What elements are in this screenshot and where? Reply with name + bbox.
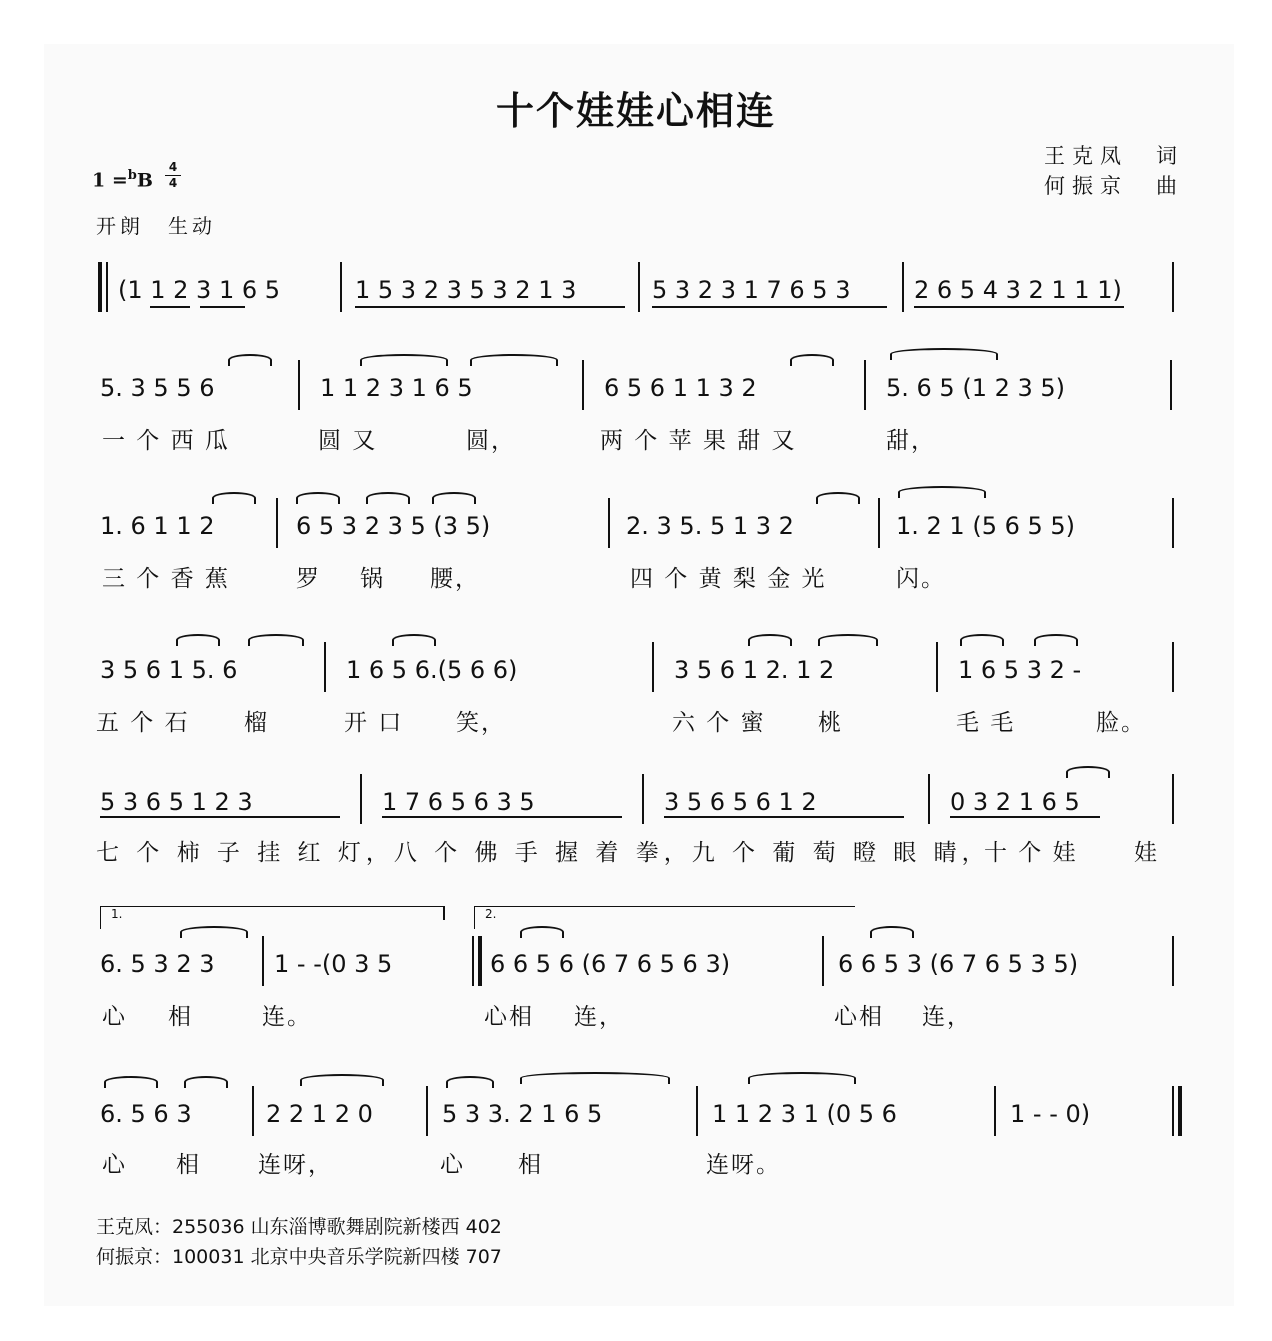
beam	[100, 816, 340, 818]
barline	[360, 774, 362, 824]
measure: 1 1 2 3 1 (0 5 6	[712, 1100, 897, 1128]
lyric: 相	[168, 1004, 193, 1030]
measure: 5. 3 5 5 6	[100, 374, 215, 402]
composer-credit: 何振京 曲	[1044, 174, 1184, 198]
barline	[252, 1086, 254, 1136]
measure: 2. 3 5. 5 1 3 2	[626, 512, 794, 540]
tie-arc	[300, 1074, 384, 1086]
tie-arc	[748, 1072, 856, 1084]
tie-arc	[176, 634, 220, 646]
tie-arc	[212, 492, 256, 504]
measure: 6 6 5 6 (6 7 6 5 6 3)	[490, 950, 731, 978]
beam	[200, 306, 245, 308]
tie-arc	[180, 926, 248, 938]
lyric: 甜，	[886, 428, 936, 454]
lyric: 三 个 香 蕉	[102, 566, 230, 592]
lyric: 罗	[296, 566, 321, 592]
barline	[936, 642, 938, 692]
tie-arc	[366, 492, 410, 504]
lyric: 榴	[244, 710, 269, 736]
final-barline-thick	[1178, 1086, 1182, 1136]
tie-arc	[870, 926, 914, 938]
measure: 5. 6 5 (1 2 3 5)	[886, 374, 1066, 402]
lyric: 心	[440, 1152, 465, 1178]
lyric: 心	[102, 1004, 127, 1030]
lyric: 心相	[834, 1004, 884, 1030]
lyric: 娃	[1134, 840, 1159, 866]
measure: 6 5 3 2 3 5 (3 5)	[296, 512, 491, 540]
lyric: 圆，	[466, 428, 516, 454]
lyric: 圆 又	[318, 428, 378, 454]
key-signature: 1 =$^b$B	[92, 168, 153, 192]
tie-arc	[1066, 766, 1110, 778]
barline	[696, 1086, 698, 1136]
measure: 3 5 6 1 2. 1 2	[674, 656, 835, 684]
tie-arc	[520, 1072, 670, 1084]
repeat-end-bar	[472, 936, 474, 986]
tie-arc	[520, 926, 564, 938]
tie-arc	[470, 354, 558, 366]
measure: 1. 2 1 (5 6 5 5)	[896, 512, 1076, 540]
lyric: 锅	[360, 566, 385, 592]
lyric: 七 个 柿 子 挂 红 灯，八 个 佛 手 握 着 拳，九 个 葡 萄 瞪 眼 睛，	[96, 840, 990, 866]
final-barline	[1172, 1086, 1174, 1136]
lyric: 连。	[262, 1004, 312, 1030]
barline	[324, 642, 326, 692]
measure: 1 - - 0)	[1010, 1100, 1091, 1128]
time-denominator: 4	[165, 175, 181, 191]
barline	[582, 360, 584, 410]
measure: 1 6 5 3 2 -	[958, 656, 1082, 684]
measure: 5 3 2 3 1 7 6 5 3	[652, 276, 851, 304]
lyric: 一 个 西 瓜	[102, 428, 230, 454]
measure: 6. 5 3 2 3	[100, 950, 215, 978]
lyric: 两 个 苹 果 甜 又	[600, 428, 797, 454]
barline	[1172, 262, 1174, 312]
barline	[298, 360, 300, 410]
lyric: 脸。	[1096, 710, 1146, 736]
lyric: 笑，	[456, 710, 506, 736]
measure: 1 5 3 2 3 5 3 2 1 3	[355, 276, 577, 304]
tie-arc	[748, 634, 792, 646]
tie-arc	[446, 1076, 494, 1088]
measure: 2 2 1 2 0	[266, 1100, 373, 1128]
lyric: 十 个 娃	[984, 840, 1078, 866]
beam	[950, 816, 1100, 818]
barline	[1172, 936, 1174, 986]
measure: 2 6 5 4 3 2 1 1 1)	[914, 276, 1122, 304]
lyric: 连呀，	[258, 1152, 333, 1178]
first-ending-bracket: 1.	[100, 906, 445, 929]
barline	[864, 360, 866, 410]
measure: (1 1 2 3 1 6 5	[118, 276, 281, 304]
lyric: 相	[176, 1152, 201, 1178]
barline	[426, 1086, 428, 1136]
measure: 0 3 2 1 6 5	[950, 788, 1080, 816]
barline	[276, 498, 278, 548]
tie-arc	[818, 634, 878, 646]
tie-arc	[960, 634, 1004, 646]
measure: 1. 6 1 1 2	[100, 512, 215, 540]
tie-arc	[816, 492, 860, 504]
barline	[638, 262, 640, 312]
tie-arc	[296, 492, 340, 504]
measure: 5 3 3. 2 1 6 5	[442, 1100, 603, 1128]
composer-address: 何振京：100031 北京中央音乐学院新四楼 707	[96, 1246, 502, 1268]
measure: 3 5 6 1 5. 6	[100, 656, 238, 684]
lyric: 连，	[574, 1004, 624, 1030]
barline	[994, 1086, 996, 1136]
beam	[382, 816, 622, 818]
measure: 1 6 5 6.(5 6 6)	[346, 656, 518, 684]
tie-arc	[360, 354, 448, 366]
tie-arc	[228, 354, 272, 366]
measure: 6 5 6 1 1 3 2	[604, 374, 757, 402]
lyric: 毛 毛	[956, 710, 1016, 736]
song-title: 十个娃娃心相连	[495, 89, 776, 133]
barline	[902, 262, 904, 312]
second-ending-bracket: 2.	[474, 906, 855, 929]
barline	[608, 498, 610, 548]
barline	[1172, 498, 1174, 548]
measure: 1 7 6 5 6 3 5	[382, 788, 535, 816]
measure: 6 6 5 3 (6 7 6 5 3 5)	[838, 950, 1079, 978]
barline	[1172, 774, 1174, 824]
lyric: 腰，	[430, 566, 480, 592]
barline	[878, 498, 880, 548]
barline	[1172, 642, 1174, 692]
barline	[106, 262, 108, 312]
lyric: 桃	[818, 710, 843, 736]
barline	[262, 936, 264, 986]
lyric: 心相	[484, 1004, 534, 1030]
lyric: 五 个 石	[96, 710, 190, 736]
measure: 1 1 2 3 1 6 5	[320, 374, 473, 402]
repeat-end-bar-thick	[478, 936, 482, 986]
tie-arc	[890, 348, 998, 360]
lyric: 闪。	[896, 566, 946, 592]
tie-arc	[104, 1076, 158, 1088]
measure: 1 - -(0 3 5	[274, 950, 393, 978]
barline	[652, 642, 654, 692]
tie-arc	[1034, 634, 1078, 646]
lyricist-credit: 王克凤 词	[1044, 144, 1184, 168]
barline	[928, 774, 930, 824]
beam	[664, 816, 904, 818]
measure: 6. 5 6 3	[100, 1100, 192, 1128]
tie-arc	[790, 354, 834, 366]
tie-arc	[432, 492, 476, 504]
lyric: 四 个 黄 梨 金 光	[630, 566, 827, 592]
lyric: 开 口	[344, 710, 404, 736]
beam	[914, 306, 1124, 308]
beam	[150, 306, 190, 308]
tie-arc	[184, 1076, 228, 1088]
tie-arc	[392, 634, 436, 646]
lyric: 相	[518, 1152, 543, 1178]
time-numerator: 4	[168, 160, 178, 174]
lyric: 六 个 蜜	[672, 710, 766, 736]
lyric: 心	[102, 1152, 127, 1178]
time-signature	[165, 160, 181, 191]
volta-end	[443, 906, 445, 920]
lyric: 连呀。	[706, 1152, 781, 1178]
barline	[642, 774, 644, 824]
barline	[1170, 360, 1172, 410]
barline	[340, 262, 342, 312]
measure: 5 3 6 5 1 2 3	[100, 788, 253, 816]
tie-arc	[248, 634, 304, 646]
lyricist-address: 王克凤：255036 山东淄博歌舞剧院新楼西 402	[96, 1216, 502, 1238]
barline	[822, 936, 824, 986]
beam	[355, 306, 625, 308]
measure: 3 5 6 5 6 1 2	[664, 788, 817, 816]
beam	[652, 306, 887, 308]
tie-arc	[898, 486, 986, 498]
tempo-marking: 开朗 生动	[96, 214, 216, 238]
lyric: 连，	[922, 1004, 972, 1030]
repeat-start-bar	[98, 262, 102, 312]
